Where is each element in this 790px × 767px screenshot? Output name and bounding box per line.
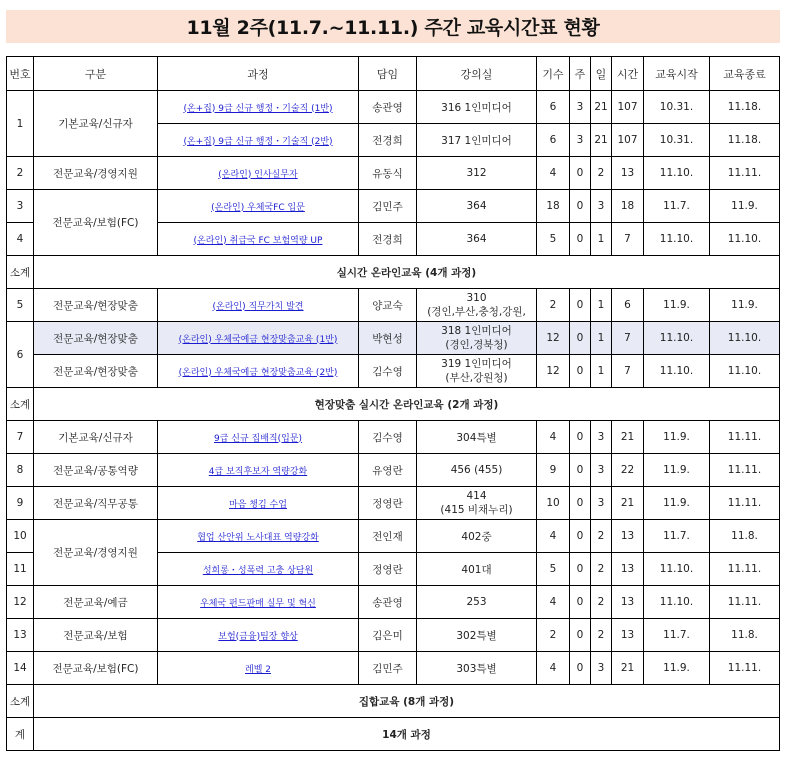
row-number: 1: [7, 91, 34, 157]
day-cell: 3: [591, 487, 612, 520]
category-cell: 전문교육/보험(FC): [34, 652, 158, 685]
table-row: [7, 190, 780, 223]
table-row: [7, 520, 780, 553]
gisu-cell: 2: [537, 289, 570, 322]
week-cell: 0: [570, 421, 591, 454]
course-link[interactable]: (온라인) 우체국FC 입문: [211, 202, 305, 213]
col-header: 시간: [612, 57, 644, 91]
course-link[interactable]: 성희롱・성폭력 고충 상담원: [202, 565, 314, 576]
hours-cell: 107: [612, 91, 644, 124]
week-cell: 0: [570, 157, 591, 190]
teacher-cell: 전인재: [359, 520, 417, 553]
total-text: 14개 과정: [34, 718, 780, 751]
day-cell: 2: [591, 157, 612, 190]
hours-cell: 6: [612, 289, 644, 322]
course-cell: [158, 454, 359, 487]
teacher-cell: 전경희: [359, 124, 417, 157]
week-cell: 0: [570, 289, 591, 322]
room-line: (경인,부산,충청,강원,: [427, 306, 526, 318]
row-number: 10: [7, 520, 34, 553]
table-row: [7, 652, 780, 685]
room-cell: 304특별: [417, 421, 537, 454]
course-link[interactable]: 4급 보직후보자 역량강화: [208, 466, 308, 477]
end-cell: 11.9.: [710, 190, 780, 223]
room-line: (부산,강원청): [445, 372, 508, 384]
start-cell: 11.7.: [644, 619, 710, 652]
week-cell: 0: [570, 487, 591, 520]
week-cell: 0: [570, 586, 591, 619]
end-cell: 11.18.: [710, 124, 780, 157]
category-cell: 전문교육/공통역량: [34, 454, 158, 487]
day-cell: 3: [591, 652, 612, 685]
gisu-cell: 5: [537, 223, 570, 256]
teacher-cell: 송관영: [359, 586, 417, 619]
col-header: 과정: [158, 57, 359, 91]
category-cell: 전문교육/예금: [34, 586, 158, 619]
room-cell: 364: [417, 223, 537, 256]
total-label: 계: [7, 718, 34, 751]
start-cell: 11.10.: [644, 157, 710, 190]
day-cell: 2: [591, 553, 612, 586]
gisu-cell: 4: [537, 421, 570, 454]
row-number: 6: [7, 322, 34, 388]
start-cell: 11.7.: [644, 520, 710, 553]
end-cell: 11.9.: [710, 289, 780, 322]
teacher-cell: 김수영: [359, 355, 417, 388]
teacher-cell: 김민주: [359, 190, 417, 223]
category-cell: 기본교육/신규자: [34, 421, 158, 454]
end-cell: 11.10.: [710, 322, 780, 355]
start-cell: 11.10.: [644, 322, 710, 355]
teacher-cell: 정영란: [359, 487, 417, 520]
hours-cell: 13: [612, 157, 644, 190]
hours-cell: 7: [612, 223, 644, 256]
start-cell: 11.10.: [644, 553, 710, 586]
col-header: 강의실: [417, 57, 537, 91]
gisu-cell: 10: [537, 487, 570, 520]
subtotal-label: 소계: [7, 685, 34, 718]
course-link[interactable]: (온라인) 우체국예금 현장맞춤교육 (1반): [178, 334, 338, 345]
row-number: 3: [7, 190, 34, 223]
row-number: 7: [7, 421, 34, 454]
start-cell: 11.9.: [644, 421, 710, 454]
room-line: 414: [466, 490, 487, 502]
course-cell: [158, 91, 359, 124]
teacher-cell: 박현성: [359, 322, 417, 355]
room-cell: 303특별: [417, 652, 537, 685]
col-header: 주: [570, 57, 591, 91]
category-cell: 전문교육/경영지원: [34, 157, 158, 190]
table-row: [7, 421, 780, 454]
row-number: 13: [7, 619, 34, 652]
hours-cell: 21: [612, 421, 644, 454]
course-cell: [158, 223, 359, 256]
week-cell: 0: [570, 355, 591, 388]
week-cell: 0: [570, 322, 591, 355]
course-cell: [158, 289, 359, 322]
course-link[interactable]: (온+집) 9급 신규 행정・기술직 (1반): [183, 103, 333, 114]
gisu-cell: 6: [537, 91, 570, 124]
gisu-cell: 2: [537, 619, 570, 652]
hours-cell: 7: [612, 322, 644, 355]
teacher-cell: 김수영: [359, 421, 417, 454]
end-cell: 11.11.: [710, 652, 780, 685]
hours-cell: 22: [612, 454, 644, 487]
end-cell: 11.11.: [710, 553, 780, 586]
course-cell: [158, 487, 359, 520]
course-link[interactable]: 마음 챙김 수업: [229, 499, 287, 510]
table-row: [7, 454, 780, 487]
start-cell: 10.31.: [644, 124, 710, 157]
gisu-cell: 4: [537, 520, 570, 553]
page-title: 11월 2주(11.7.~11.11.) 주간 교육시간표 현황: [6, 10, 780, 43]
gisu-cell: 5: [537, 553, 570, 586]
end-cell: 11.11.: [710, 454, 780, 487]
course-link[interactable]: (온라인) 취급국 FC 보험역량 UP: [193, 235, 323, 246]
end-cell: 11.18.: [710, 91, 780, 124]
subtotal-label: 소계: [7, 388, 34, 421]
week-cell: 0: [570, 619, 591, 652]
end-cell: 11.8.: [710, 520, 780, 553]
row-number: 9: [7, 487, 34, 520]
room-cell: 364: [417, 190, 537, 223]
start-cell: 11.10.: [644, 223, 710, 256]
day-cell: 1: [591, 355, 612, 388]
teacher-cell: 전경희: [359, 223, 417, 256]
end-cell: 11.11.: [710, 157, 780, 190]
course-cell: [158, 421, 359, 454]
table-row: [7, 157, 780, 190]
room-cell: [417, 322, 537, 355]
course-cell: [158, 652, 359, 685]
room-line: (경인,경북청): [445, 339, 508, 351]
subtotal-row: [7, 388, 780, 421]
teacher-cell: 송관영: [359, 91, 417, 124]
room-cell: 253: [417, 586, 537, 619]
start-cell: 11.9.: [644, 652, 710, 685]
category-cell: 전문교육/현장맞춤: [34, 355, 158, 388]
col-header: 구분: [34, 57, 158, 91]
row-number: 2: [7, 157, 34, 190]
room-line: (415 비채누리): [440, 504, 513, 516]
gisu-cell: 4: [537, 586, 570, 619]
row-number: 5: [7, 289, 34, 322]
day-cell: 21: [591, 124, 612, 157]
week-cell: 0: [570, 190, 591, 223]
course-cell: [158, 322, 359, 355]
room-cell: 316 1인미디어: [417, 91, 537, 124]
col-header: 기수: [537, 57, 570, 91]
teacher-cell: 정영란: [359, 553, 417, 586]
table-row: [7, 586, 780, 619]
week-cell: 0: [570, 223, 591, 256]
room-line: 310: [466, 292, 487, 304]
category-cell: 전문교육/현장맞춤: [34, 289, 158, 322]
course-cell: [158, 553, 359, 586]
course-link[interactable]: 보험(금융)팀장 향상: [218, 631, 298, 642]
gisu-cell: 18: [537, 190, 570, 223]
room-cell: [417, 355, 537, 388]
subtotal-text: 집합교육 (8개 과정): [34, 685, 780, 718]
room-cell: [417, 289, 537, 322]
start-cell: 10.31.: [644, 91, 710, 124]
row-number: 11: [7, 553, 34, 586]
teacher-cell: 유동식: [359, 157, 417, 190]
hours-cell: 21: [612, 652, 644, 685]
col-header: 교육종료: [710, 57, 780, 91]
week-cell: 0: [570, 454, 591, 487]
category-cell: 전문교육/현장맞춤: [34, 322, 158, 355]
row-number: 4: [7, 223, 34, 256]
hours-cell: 18: [612, 190, 644, 223]
category-cell: 전문교육/보험(FC): [34, 190, 158, 256]
start-cell: 11.10.: [644, 586, 710, 619]
schedule-table: [6, 56, 780, 751]
category-cell: 전문교육/경영지원: [34, 520, 158, 586]
end-cell: 11.10.: [710, 223, 780, 256]
room-cell: 456 (455): [417, 454, 537, 487]
day-cell: 1: [591, 322, 612, 355]
subtotal-row: [7, 256, 780, 289]
course-link[interactable]: 9급 신규 집배직(입문): [213, 433, 303, 444]
total-row: [7, 718, 780, 751]
gisu-cell: 9: [537, 454, 570, 487]
course-cell: [158, 355, 359, 388]
table-row: [7, 289, 780, 322]
row-number: 12: [7, 586, 34, 619]
end-cell: 11.11.: [710, 487, 780, 520]
course-link[interactable]: (온+집) 9급 신규 행정・기술직 (2반): [183, 136, 333, 147]
week-cell: 3: [570, 124, 591, 157]
course-link[interactable]: 협업 산안위 노사대표 역량강화: [197, 532, 319, 543]
room-line: 319 1인미디어: [441, 358, 512, 370]
hours-cell: 7: [612, 355, 644, 388]
category-cell: 기본교육/신규자: [34, 91, 158, 157]
room-cell: 317 1인미디어: [417, 124, 537, 157]
hours-cell: 107: [612, 124, 644, 157]
start-cell: 11.9.: [644, 289, 710, 322]
subtotal-text: 실시간 온라인교육 (4개 과정): [34, 256, 780, 289]
start-cell: 11.10.: [644, 355, 710, 388]
room-cell: [417, 487, 537, 520]
day-cell: 2: [591, 520, 612, 553]
table-row-selected: [7, 322, 780, 355]
gisu-cell: 12: [537, 355, 570, 388]
table-row: [7, 619, 780, 652]
start-cell: 11.9.: [644, 487, 710, 520]
teacher-cell: 양교숙: [359, 289, 417, 322]
week-cell: 3: [570, 91, 591, 124]
room-cell: 302특별: [417, 619, 537, 652]
course-link[interactable]: (온라인) 우체국예금 현장맞춤교육 (2반): [178, 367, 338, 378]
row-number: 14: [7, 652, 34, 685]
end-cell: 11.8.: [710, 619, 780, 652]
day-cell: 1: [591, 289, 612, 322]
day-cell: 3: [591, 190, 612, 223]
course-link[interactable]: 우체국 펀드판매 실무 및 혁신: [200, 598, 316, 609]
col-header: 일: [591, 57, 612, 91]
day-cell: 21: [591, 91, 612, 124]
gisu-cell: 4: [537, 157, 570, 190]
day-cell: 3: [591, 421, 612, 454]
end-cell: 11.10.: [710, 355, 780, 388]
course-cell: [158, 124, 359, 157]
course-cell: [158, 586, 359, 619]
col-header: 담임: [359, 57, 417, 91]
start-cell: 11.7.: [644, 190, 710, 223]
week-cell: 0: [570, 520, 591, 553]
course-link[interactable]: (온라인) 인사실무자: [218, 169, 298, 180]
table-row: [7, 91, 780, 124]
gisu-cell: 4: [537, 652, 570, 685]
end-cell: 11.11.: [710, 586, 780, 619]
table-row: [7, 487, 780, 520]
week-cell: 0: [570, 652, 591, 685]
category-cell: 전문교육/직무공통: [34, 487, 158, 520]
subtotal-label: 소계: [7, 256, 34, 289]
teacher-cell: 유영란: [359, 454, 417, 487]
course-cell: [158, 520, 359, 553]
course-link[interactable]: 레벨 2: [245, 664, 271, 675]
course-cell: [158, 157, 359, 190]
header-row: [7, 57, 780, 91]
room-cell: 402중: [417, 520, 537, 553]
end-cell: 11.11.: [710, 421, 780, 454]
room-line: 318 1인미디어: [441, 325, 512, 337]
col-header: 교육시작: [644, 57, 710, 91]
hours-cell: 21: [612, 487, 644, 520]
course-link[interactable]: (온라인) 직무가치 발견: [212, 301, 304, 312]
day-cell: 3: [591, 454, 612, 487]
gisu-cell: 6: [537, 124, 570, 157]
course-cell: [158, 190, 359, 223]
table-row: [7, 355, 780, 388]
gisu-cell: 12: [537, 322, 570, 355]
day-cell: 2: [591, 619, 612, 652]
hours-cell: 13: [612, 586, 644, 619]
hours-cell: 13: [612, 520, 644, 553]
teacher-cell: 김민주: [359, 652, 417, 685]
day-cell: 2: [591, 586, 612, 619]
teacher-cell: 김은미: [359, 619, 417, 652]
subtotal-text: 현장맞춤 실시간 온라인교육 (2개 과정): [34, 388, 780, 421]
row-number: 8: [7, 454, 34, 487]
week-cell: 0: [570, 553, 591, 586]
hours-cell: 13: [612, 619, 644, 652]
hours-cell: 13: [612, 553, 644, 586]
subtotal-row: [7, 685, 780, 718]
category-cell: 전문교육/보험: [34, 619, 158, 652]
room-cell: 312: [417, 157, 537, 190]
col-header: 번호: [7, 57, 34, 91]
course-cell: [158, 619, 359, 652]
room-cell: 401대: [417, 553, 537, 586]
start-cell: 11.9.: [644, 454, 710, 487]
day-cell: 1: [591, 223, 612, 256]
